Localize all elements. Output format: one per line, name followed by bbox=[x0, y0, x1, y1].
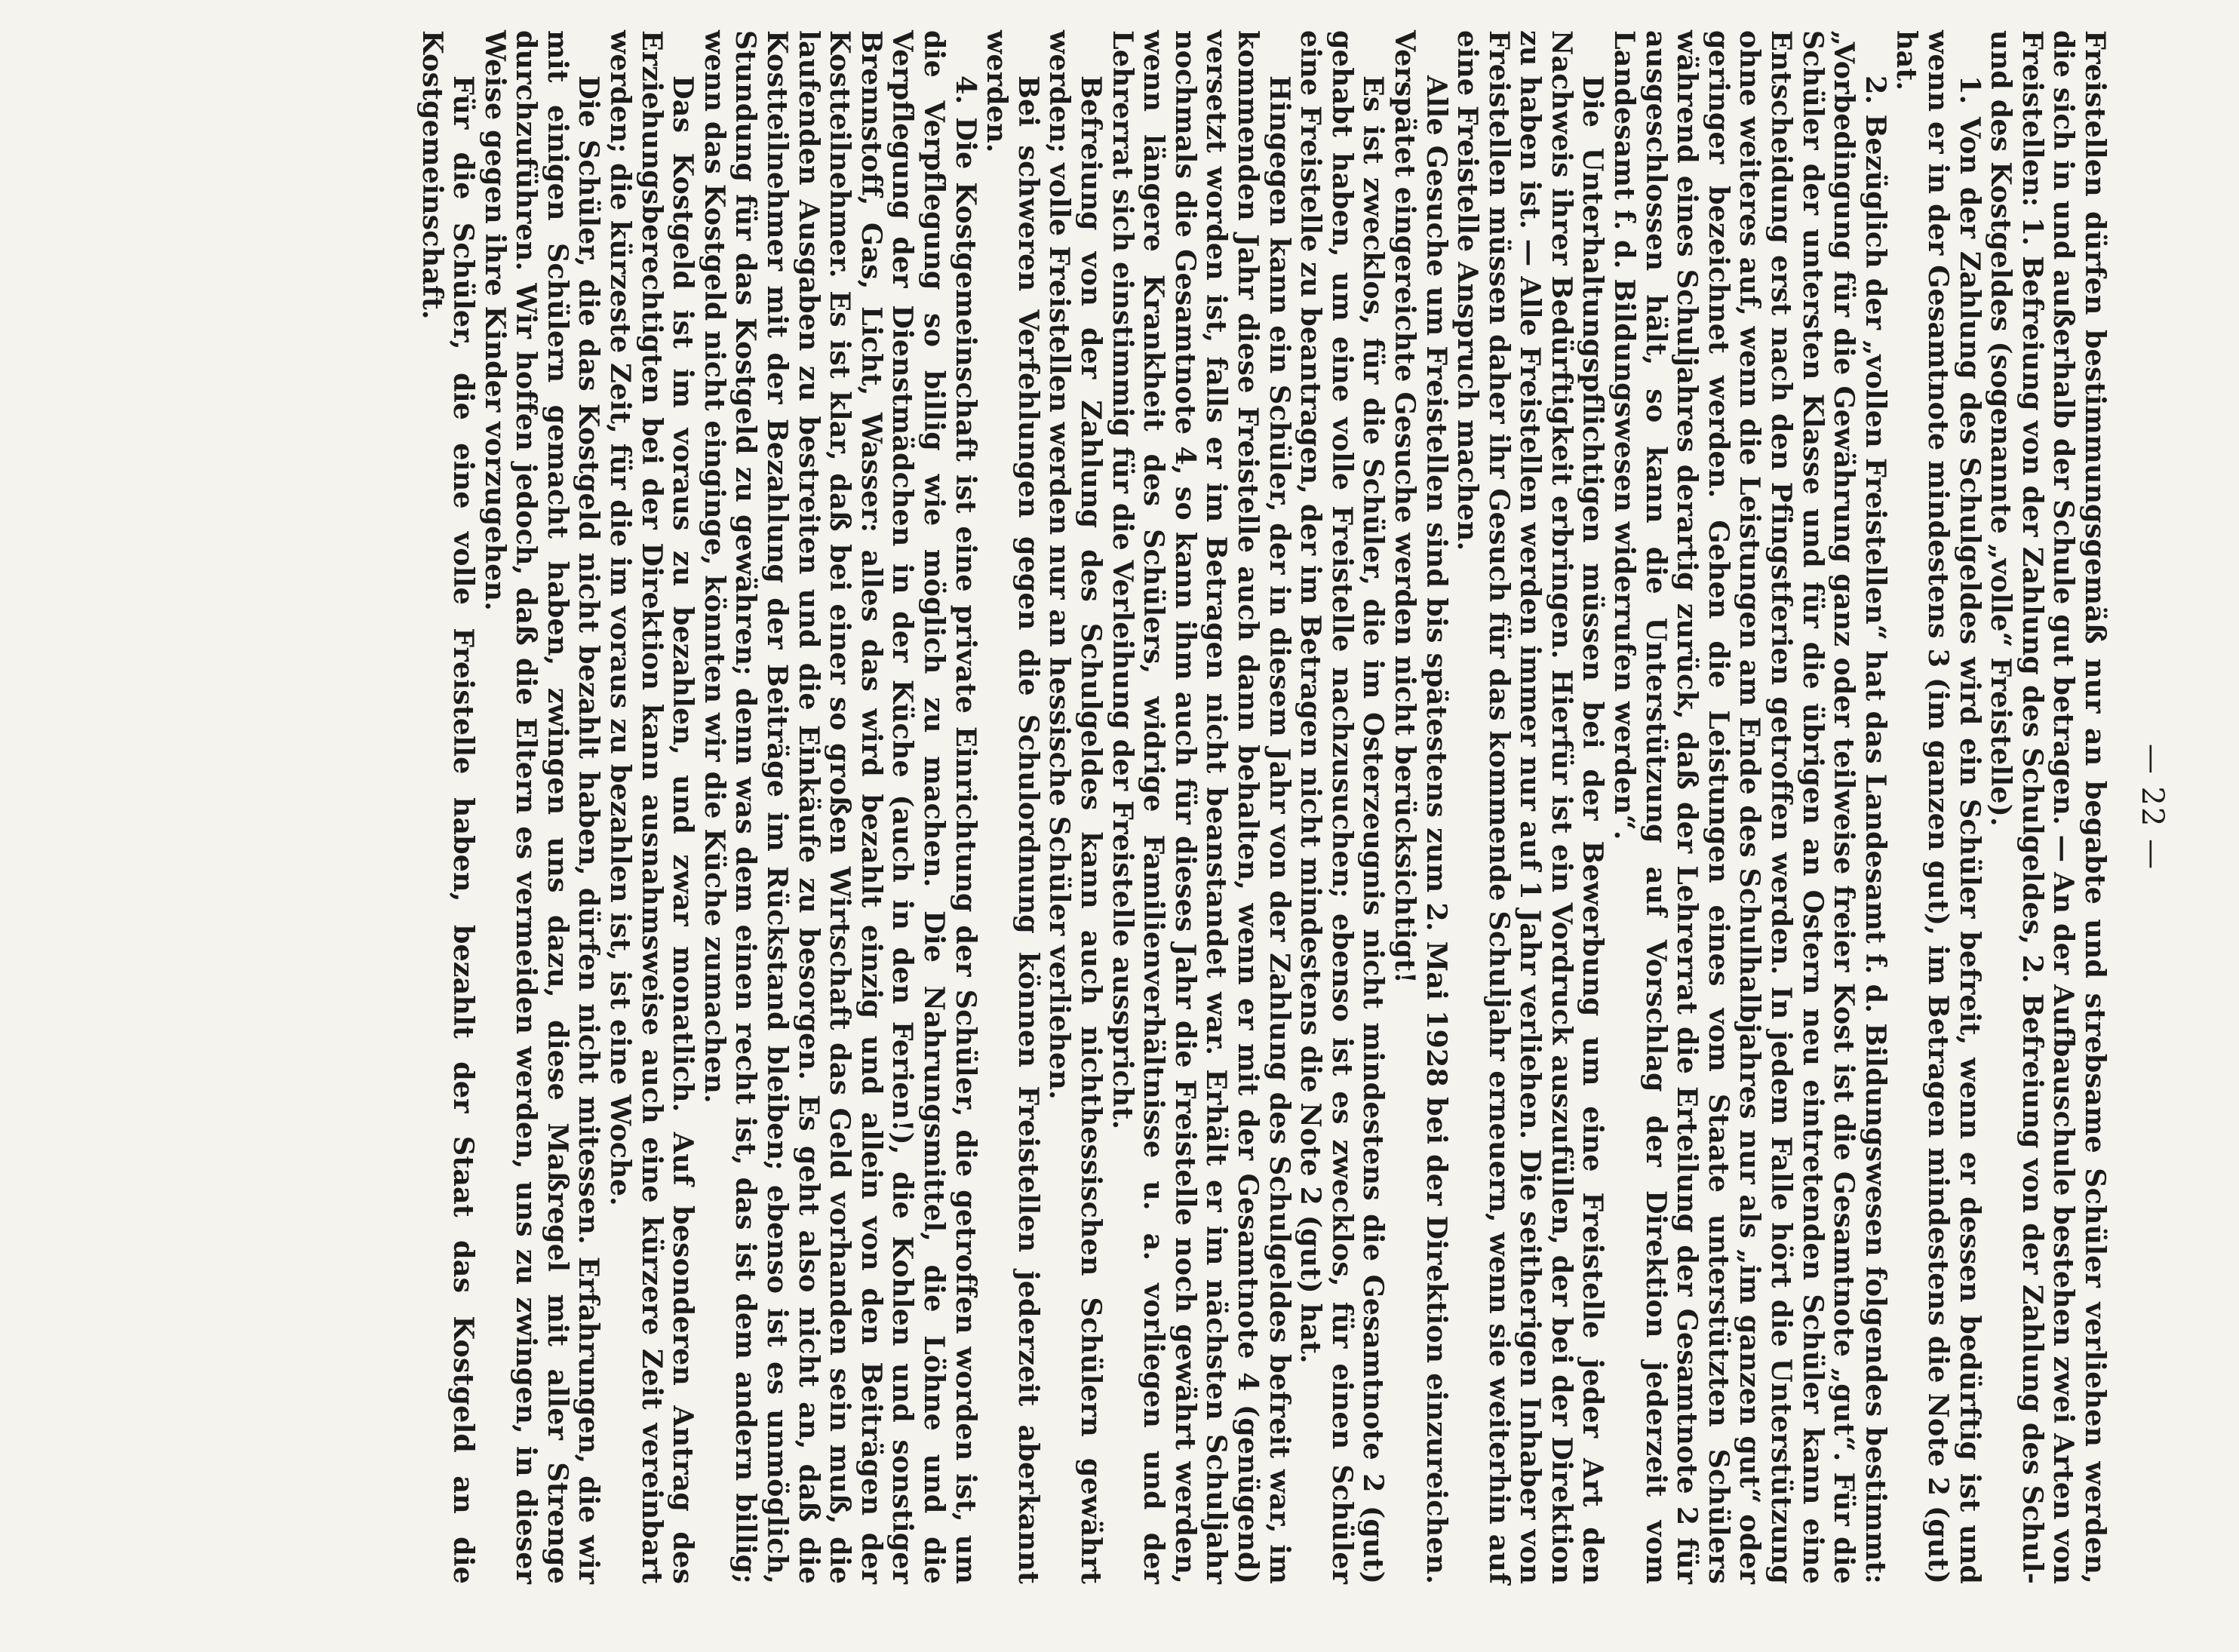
page-number: — 22 — bbox=[2135, 743, 2170, 871]
paragraph-zwecklos: Es ist zwecklos, für die Schüler, die im Osterzeugnis nicht mindestens die Gesamtnote 2 (gut) gehabt haben, um eine volle Freistelle nachzusuchen; ebenso ist es zwecklos, für einen Schüler eine Freistelle zu beantragen, der im Betragen nicht mindestens die Note 2 (gut) hat. bbox=[1295, 30, 1390, 1584]
rotated-page bbox=[81, 30, 2179, 1584]
paragraph-freistellen bbox=[1986, 30, 2111, 1584]
paragraph-staat-bezahlt: Für die Schüler, die eine volle Freistelle haben, bezahlt der Staat das Kostgeld an die Kostgemeinschaft. bbox=[416, 30, 481, 1584]
paragraph-text: ist eine private Einrichtung der Schüler, die getroffen worden ist, um die Verpflegung so billig wie möglich zu machen. Die Nahrungsmittel, die Löhne und die Verpflegung der Dienstmädchen in der Küche (auch in den Ferien!), die Kohlen und sonstiger Brennstoff, Gas, Licht, Wasser: alles das wird bezahlt einzig und allein von den Beiträgen der Kostteilnehmer. Es ist klar, daß bei einer so großen Wirtschaft das Geld vorhanden sein muß, die laufenden Ausgaben zu bestreiten und die Einkäufe zu besorgen. Es geht also nicht an, daß die Kostteilnehmer mit der Bezahlung der Beiträge im Rückstand bleiben; ebenso ist es unmöglich, Stundung für das Kostgeld zu gewähren; denn was dem einen recht ist, das ist dem andern billig; wenn das Kostgeld nicht einginge, könnten wir die Küche zumachen. bbox=[698, 30, 982, 1584]
paragraph-volle-freistellen: 2. Bezüglich der „vollen Freistellen“ hat das Landesamt f. d. Bildungswesen folgendes bestimmt: „Vorbedingung für die Gewährung ganz oder teilweise freier Kost ist die Gesamtnote „gut“. Für die Schüler der untersten Klasse und für die übrigen an Ostern neu eintretenden Schüler kann eine Entscheidung erst nach den Pfingstferien getroffen werden. In jedem Falle hört die Unterstützung ohne weiteres auf, wenn die Leistungen am Ende des Schulhalbjahres nur als „im ganzen gut“ oder geringer bezeichnet werden. Gehen die Leistungen eines vom Staate unterstützten Schülers während eines Schuljahres derartig zurück, daß der Lehrerrat die Erteilung der Gesamtnote 2 für ausgeschlossen hält, so kann die Unterstützung auf Vorschlag der Direktion jederzeit vom Landesamt f. d. Bildungswesen widerrufen werden“. bbox=[1608, 30, 1892, 1584]
paragraph-befreiung: Befreiung von der Zahlung des Schulgeldes kann auch nichthessischen Schülern gewährt werden; volle Freistellen werden nur an hessische Schüler verliehen. bbox=[1043, 30, 1107, 1584]
paragraph-gesuche: Alle Gesuche um Freistellen sind bis spätestens zum 2. Mai 1928 bei der Direktion einzureichen. Verspätet eingereichte Gesuche werden nicht berücksichtigt! bbox=[1388, 30, 1453, 1584]
paragraph-verfehlungen: Bei schweren Verfehlungen gegen die Schulordnung können Freistellen jederzeit aberkannt werden. bbox=[981, 30, 1045, 1584]
paragraph-hingegen: Hingegen kann ein Schüler, der in diesem Jahr von der Zahlung des Schulgeldes befreit war, im kommenden Jahr diese Freistelle auch dann behalten, wenn er mit der Gesamtnote 4 (genügend) versetzt worden ist, falls er im Betragen nicht beanstandet war. Erhält er im nächsten Schuljahr nochmals die Gesamtnote 4, so kann ihm auch für dieses Jahr die Freistelle noch gewährt werden, wenn längere Krankheit des Schülers, widrige Familienverhältnisse u. a. vorliegen und der Lehrerrat sich einstimmig für die Verleihung der Freistelle ausspricht. bbox=[1106, 30, 1296, 1584]
paragraph-schulgeld: 1. Von der Zahlung des Schulgeldes wird ein Schüler befreit, wenn er dessen bedürftig ist und wenn er in der Gesamtnote mindestens 3 (im ganzen gut), im Betragen mindestens die Note 2 (gut) hat. bbox=[1890, 30, 1986, 1584]
paragraph-nicht-mitessen: Die Schüler, die das Kostgeld nicht bezahlt haben, dürfen nicht mitessen. Erfahrungen, die wir mit einigen Schülern gemacht haben, zwingen uns dazu, diese Maßregel mit aller Strenge durchzuführen. Wir hoffen jedoch, daß die Eltern es vermeiden werden, uns zu zwingen, in dieser Weise gegen ihre Kinder vorzugehen. bbox=[478, 30, 606, 1584]
document-body bbox=[416, 30, 2111, 1584]
paragraph-nachweis: Die Unterhaltungspflichtigen müssen bei der Bewerbung um eine Freistelle jeder Art den Nachweis ihrer Bedürftigkeit erbringen. Hierfür ist ein Vordruck auszufüllen, der bei der Direktion zu haben ist. — Alle Freistellen werden immer nur auf 1 Jahr verliehen. Die seitherigen Inhaber von Freistellen müssen daher ihr Gesuch für das kommende Schuljahr erneuern, wenn sie weiterhin auf eine Freistelle Anspruch machen. bbox=[1451, 30, 1610, 1584]
paragraph-text: dürfen bestimmungsgemäß nur an begabte und strebsame Schüler verliehen werden, die sich in und außerhalb der Schule gut betragen. — An der Aufbauschule bestehen zwei Arten von Freistellen: 1. Befreiung von der Zahlung des Schulgeldes, 2. Befreiung von der Zahlung des Schul- und des Kostgeldes (sogenannte „volle“ Freistelle). bbox=[1985, 30, 2112, 1584]
paragraph-kostgeld-voraus: Das Kostgeld ist im voraus zu bezahlen, und zwar monatlich. Auf besonderen Antrag des Erziehungsberechtigten bei der Direktion kann ausnahmsweise auch eine kürzere Zeit vereinbart werden; die kürzeste Zeit, für die im voraus zu bezahlen ist, ist eine Woche. bbox=[604, 30, 700, 1584]
paragraph-lead: Freistellen bbox=[2079, 30, 2112, 197]
paragraph-kostgemeinschaft bbox=[699, 30, 981, 1584]
paragraph-lead: 4. Die Kostgemeinschaft bbox=[949, 75, 982, 462]
